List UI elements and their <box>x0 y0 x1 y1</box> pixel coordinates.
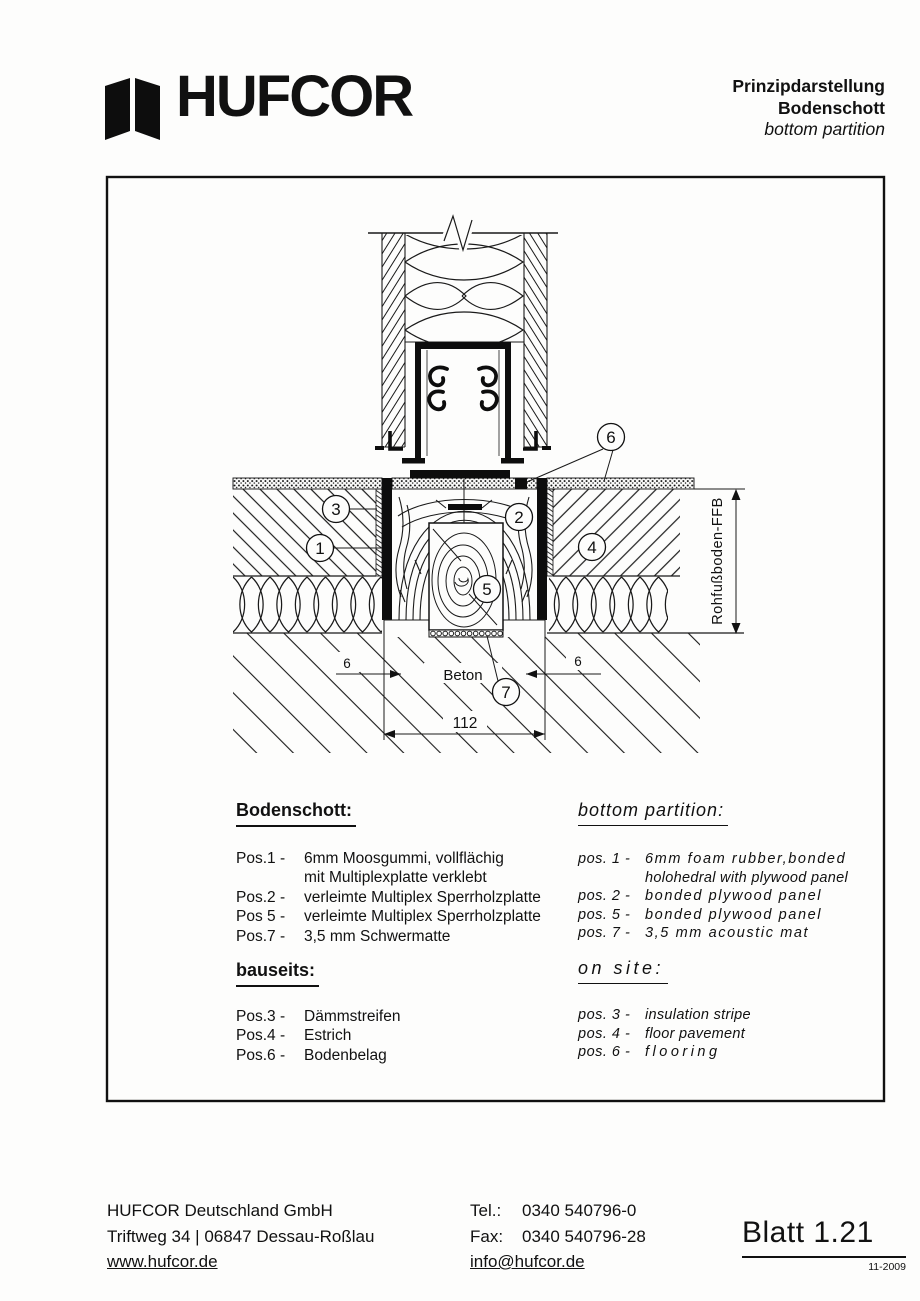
wall-panel <box>368 216 558 447</box>
legend-item: Pos.7 - 3,5 mm Schwermatte <box>236 927 451 945</box>
svg-text:1: 1 <box>315 539 325 558</box>
legend-german <box>236 800 566 946</box>
callout-7 <box>493 679 520 706</box>
footer-tel-label: Tel.: <box>470 1201 502 1220</box>
footer-email-link: info@hufcor.de <box>470 1252 585 1271</box>
footer-tel-value: 0340 540796-0 <box>522 1201 637 1220</box>
legend-item: pos. 7 - 3,5 mm acoustic mat <box>578 925 810 942</box>
panel-skin-right <box>524 233 547 447</box>
svg-text:5: 5 <box>482 580 492 599</box>
acoustic-mat <box>429 630 503 637</box>
sheet-date: 11-2009 <box>868 1261 906 1273</box>
legend-item: pos. 2 - bonded plywood panel <box>578 888 823 905</box>
footer-fax-label: Fax: <box>470 1226 504 1246</box>
sheet-number: Blatt 1.21 <box>742 1216 874 1249</box>
callout-5 <box>474 576 501 603</box>
legend-item: Pos.2 - verleimte Multiplex Sperrholzplatte <box>236 888 541 906</box>
legend-title-onsite: on site: <box>578 958 668 984</box>
covering-joint-mark <box>515 478 527 489</box>
dim-112: 112 <box>452 715 478 732</box>
legend-item: Pos 5 - verleimte Multiplex Sperrholzplatte <box>236 908 541 926</box>
title-line-2: Bodenschott <box>778 97 885 118</box>
legend-item: Pos.6 - Bodenbelag <box>236 1046 387 1064</box>
label-beton: Beton <box>443 667 483 684</box>
legend-onsite <box>578 958 868 1062</box>
footer-website-link: www.hufcor.de <box>107 1252 218 1271</box>
callout-6 <box>598 424 625 451</box>
legend-item: Pos.1 - 6mm Moosgummi, vollflächig mit Multiplexplatte verklebt <box>236 850 504 887</box>
legend-english <box>578 800 868 943</box>
legend-item: Pos.4 - Estrich <box>236 1027 352 1045</box>
legend-bauseits <box>236 960 566 1065</box>
title-line-1: Prinzipdarstellung <box>732 76 885 96</box>
footer-contact-block <box>470 1198 730 1275</box>
svg-text:7: 7 <box>501 683 511 702</box>
legend-item: pos. 6 - flooring <box>578 1044 721 1061</box>
label-rohfussboden-ffb: Rohfußboden-FFB <box>710 497 726 625</box>
insulation-stripe-left <box>376 489 382 576</box>
callout-4 <box>579 534 606 561</box>
track-clip-left <box>429 367 447 409</box>
callout-2 <box>506 504 533 531</box>
legend-item: pos. 4 - floor pavement <box>578 1025 746 1042</box>
sheet-title <box>732 76 885 141</box>
track-clip-right <box>479 367 497 409</box>
svg-text:3: 3 <box>331 500 341 519</box>
legend-title-bauseits: bauseits: <box>236 960 319 987</box>
footer-address: Triftweg 34 | 06847 Dessau-Roßlau <box>107 1226 375 1246</box>
callout-3 <box>323 496 350 523</box>
legend-title-en: bottom partition: <box>578 800 728 826</box>
hufcor-logo-icon <box>105 78 161 145</box>
footer-company-block <box>107 1198 437 1275</box>
panel-skin-left <box>382 233 405 447</box>
svg-text:4: 4 <box>587 538 597 557</box>
legend-item: pos. 3 - insulation stripe <box>578 1007 751 1023</box>
dim-6-left: 6 <box>343 656 351 671</box>
dim-6-right: 6 <box>574 654 582 669</box>
legend-item: Pos.3 - Dämmstreifen <box>236 1008 401 1025</box>
title-line-3: bottom partition <box>764 119 885 139</box>
footer-company: HUFCOR Deutschland GmbH <box>107 1201 333 1220</box>
logo-wordmark: HUFCOR <box>176 64 413 129</box>
svg-text:6: 6 <box>606 428 616 447</box>
legend-item: pos. 5 - bonded plywood panel <box>578 906 823 923</box>
sheet-rule <box>742 1256 906 1258</box>
foam-rubber-strip-right <box>537 478 547 620</box>
legend-item: pos. 1 - 6mm foam rubber,bonded holohedral with plywood panel <box>578 851 848 886</box>
sheet-number-block <box>742 1216 906 1273</box>
bottom-seal <box>410 470 510 479</box>
foam-rubber-strip-left <box>382 478 392 620</box>
footer-fax-value: 0340 540796-28 <box>522 1226 646 1246</box>
legend-title-de: Bodenschott: <box>236 800 356 827</box>
callout-1 <box>307 535 334 562</box>
insulation-stripe-right <box>547 489 553 576</box>
svg-text:2: 2 <box>514 508 524 527</box>
